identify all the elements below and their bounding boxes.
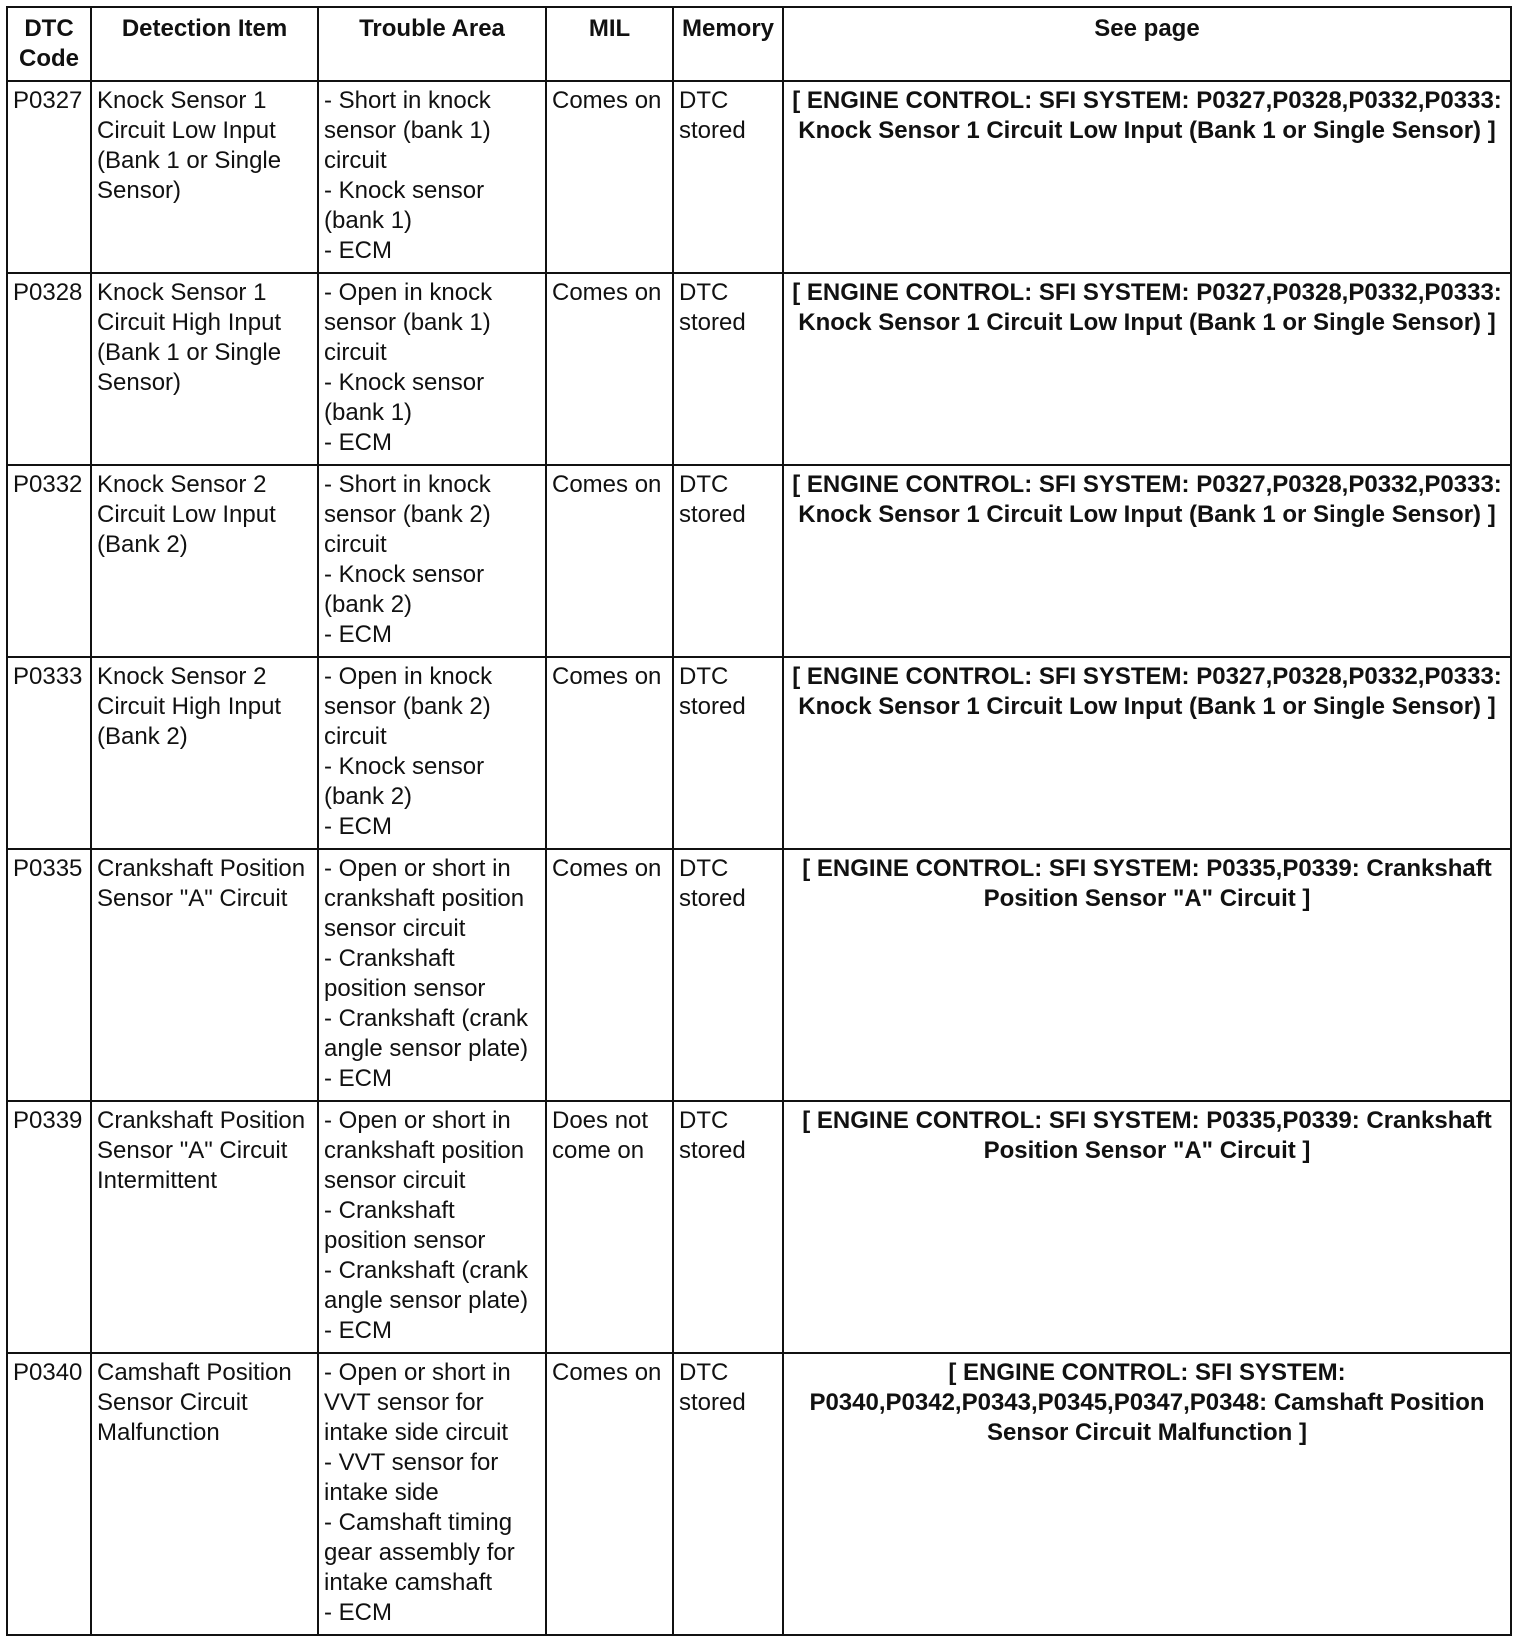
trouble-item: - ECM — [324, 1317, 392, 1344]
table-row — [7, 657, 1511, 849]
trouble-item: - Crankshaft (crank angle sensor plate) — [324, 1257, 529, 1314]
trouble-item: - Short in knock sensor (bank 2) circuit — [324, 471, 491, 558]
table-row — [7, 81, 1511, 273]
trouble-item: - Crankshaft position sensor — [324, 945, 486, 1002]
trouble-item: - ECM — [324, 237, 392, 264]
table-row — [7, 1353, 1511, 1635]
trouble-item: - Open or short in VVT sensor for intake side circuit — [324, 1359, 511, 1446]
mil-status: Comes on — [546, 657, 673, 849]
table-row — [7, 1101, 1511, 1353]
trouble-item: - Camshaft timing gear assembly for intake camshaft — [324, 1509, 515, 1596]
memory-status: DTC stored — [673, 81, 783, 273]
header-memory: Memory — [673, 7, 783, 81]
header-see-page: See page — [783, 7, 1511, 81]
trouble-item: - Knock sensor (bank 2) — [324, 561, 485, 618]
trouble-item: - Crankshaft position sensor — [324, 1197, 486, 1254]
detection-item: Crankshaft Position Sensor "A" Circuit — [91, 849, 318, 1101]
trouble-item: - ECM — [324, 1065, 392, 1092]
dtc-code: P0332 — [7, 465, 91, 657]
mil-status: Comes on — [546, 849, 673, 1101]
mil-status: Comes on — [546, 81, 673, 273]
trouble-area — [318, 657, 546, 849]
dtc-code: P0327 — [7, 81, 91, 273]
dtc-code: P0333 — [7, 657, 91, 849]
table-body — [7, 81, 1511, 1635]
trouble-item: - VVT sensor for intake side — [324, 1449, 499, 1506]
see-page-link[interactable]: [ ENGINE CONTROL: SFI SYSTEM: P0327,P0328,P0332,P0333: Knock Sensor 1 Circuit Low Input (Bank 1 or Single Sensor) ] — [783, 465, 1511, 657]
see-page-link[interactable]: [ ENGINE CONTROL: SFI SYSTEM: P0335,P0339: Crankshaft Position Sensor "A" Circuit ] — [783, 1101, 1511, 1353]
trouble-item: - Knock sensor (bank 2) — [324, 753, 485, 810]
see-page-link[interactable]: [ ENGINE CONTROL: SFI SYSTEM: P0335,P0339: Crankshaft Position Sensor "A" Circuit ] — [783, 849, 1511, 1101]
table-row — [7, 465, 1511, 657]
see-page-link[interactable]: [ ENGINE CONTROL: SFI SYSTEM: P0327,P0328,P0332,P0333: Knock Sensor 1 Circuit Low Input (Bank 1 or Single Sensor) ] — [783, 273, 1511, 465]
trouble-item: - Open or short in crankshaft position sensor circuit — [324, 855, 525, 942]
header-mil: MIL — [546, 7, 673, 81]
trouble-item: - ECM — [324, 813, 392, 840]
dtc-code: P0339 — [7, 1101, 91, 1353]
memory-status: DTC stored — [673, 657, 783, 849]
detection-item: Knock Sensor 1 Circuit Low Input (Bank 1 or Single Sensor) — [91, 81, 318, 273]
trouble-area — [318, 1101, 546, 1353]
see-page-link[interactable]: [ ENGINE CONTROL: SFI SYSTEM: P0327,P0328,P0332,P0333: Knock Sensor 1 Circuit Low Input (Bank 1 or Single Sensor) ] — [783, 657, 1511, 849]
memory-status: DTC stored — [673, 465, 783, 657]
dtc-table — [6, 6, 1512, 1636]
header-trouble-area: Trouble Area — [318, 7, 546, 81]
dtc-code: P0335 — [7, 849, 91, 1101]
detection-item: Crankshaft Position Sensor "A" Circuit Intermittent — [91, 1101, 318, 1353]
trouble-item: - Knock sensor (bank 1) — [324, 369, 485, 426]
trouble-item: - Open or short in crankshaft position sensor circuit — [324, 1107, 525, 1194]
trouble-area — [318, 1353, 546, 1635]
table-row — [7, 849, 1511, 1101]
see-page-link[interactable]: [ ENGINE CONTROL: SFI SYSTEM: P0327,P0328,P0332,P0333: Knock Sensor 1 Circuit Low Input (Bank 1 or Single Sensor) ] — [783, 81, 1511, 273]
mil-status: Comes on — [546, 273, 673, 465]
detection-item: Camshaft Position Sensor Circuit Malfunction — [91, 1353, 318, 1635]
trouble-area — [318, 273, 546, 465]
memory-status: DTC stored — [673, 849, 783, 1101]
trouble-item: - Open in knock sensor (bank 1) circuit — [324, 279, 493, 366]
memory-status: DTC stored — [673, 1101, 783, 1353]
see-page-link[interactable]: [ ENGINE CONTROL: SFI SYSTEM: P0340,P0342,P0343,P0345,P0347,P0348: Camshaft Position Sensor Circuit Malfunction ] — [783, 1353, 1511, 1635]
trouble-item: - ECM — [324, 1599, 392, 1626]
header-dtc-code: DTC Code — [7, 7, 91, 81]
trouble-item: - Short in knock sensor (bank 1) circuit — [324, 87, 491, 174]
detection-item: Knock Sensor 1 Circuit High Input (Bank 1 or Single Sensor) — [91, 273, 318, 465]
trouble-item: - ECM — [324, 621, 392, 648]
detection-item: Knock Sensor 2 Circuit High Input (Bank 2) — [91, 657, 318, 849]
mil-status: Comes on — [546, 465, 673, 657]
mil-status: Comes on — [546, 1353, 673, 1635]
mil-status: Does not come on — [546, 1101, 673, 1353]
dtc-code: P0328 — [7, 273, 91, 465]
trouble-item: - ECM — [324, 429, 392, 456]
trouble-item: - Open in knock sensor (bank 2) circuit — [324, 663, 493, 750]
trouble-area — [318, 465, 546, 657]
memory-status: DTC stored — [673, 273, 783, 465]
header-row — [7, 7, 1511, 81]
trouble-item: - Crankshaft (crank angle sensor plate) — [324, 1005, 529, 1062]
trouble-item: - Knock sensor (bank 1) — [324, 177, 485, 234]
trouble-area — [318, 849, 546, 1101]
dtc-code: P0340 — [7, 1353, 91, 1635]
memory-status: DTC stored — [673, 1353, 783, 1635]
detection-item: Knock Sensor 2 Circuit Low Input (Bank 2) — [91, 465, 318, 657]
header-detection-item: Detection Item — [91, 7, 318, 81]
trouble-area — [318, 81, 546, 273]
table-row — [7, 273, 1511, 465]
